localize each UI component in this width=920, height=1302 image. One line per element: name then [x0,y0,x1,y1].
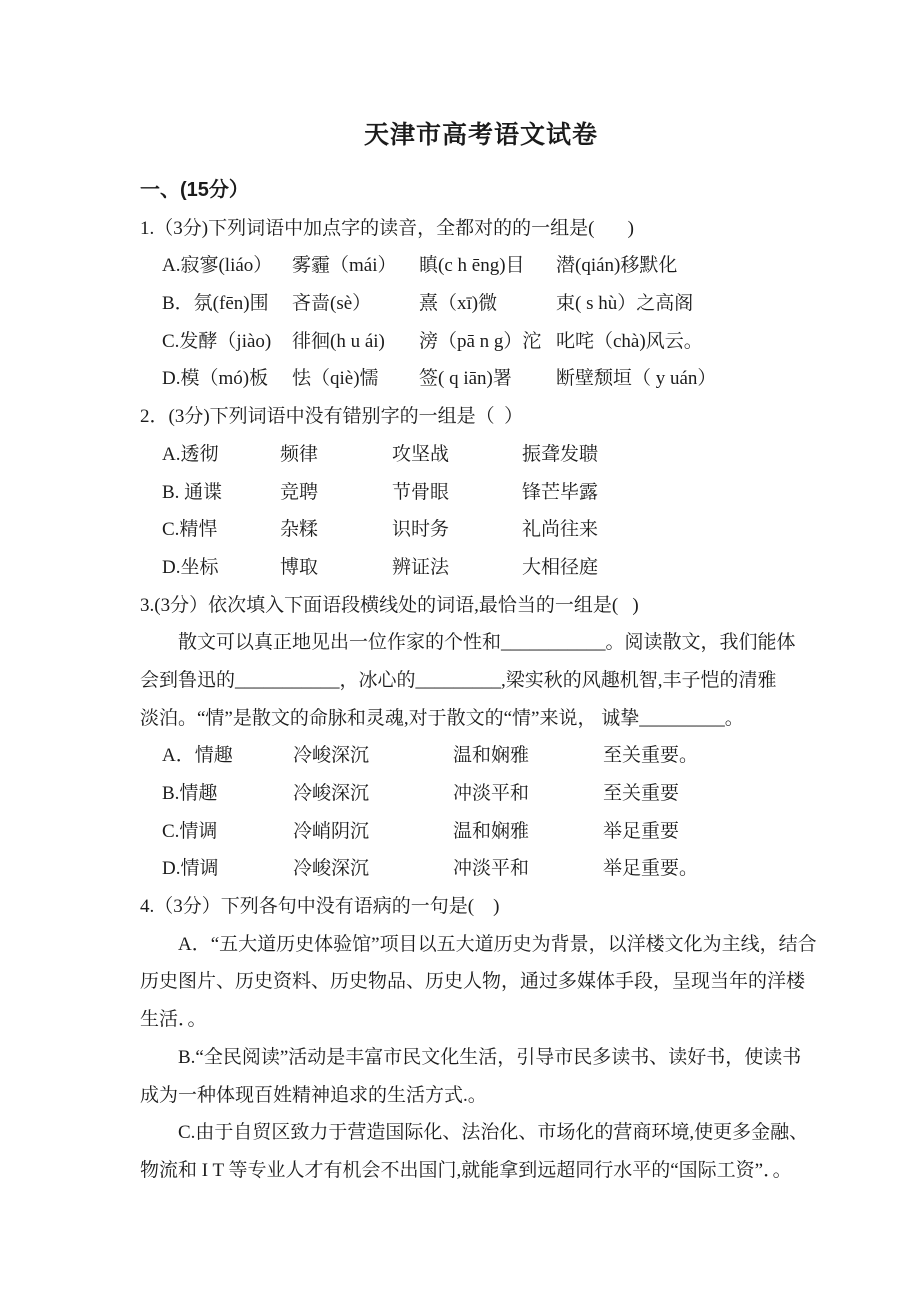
q2-option-d-word-1: D.坐标 [162,556,219,578]
q3-option-b-word-1: B.情趣 [162,783,218,804]
q3-option-a-word-1: A．情趣 [162,745,233,767]
q2-option-a-word-3: 攻坚战 [392,443,450,465]
q1-option-c [140,323,900,361]
q2-option-b [140,474,900,512]
q3-option-b-word-3: 冲淡平和 [453,783,530,804]
q1-option-a-word-2: 雾霾（mái） [292,255,397,277]
q2-option-d-word-4: 大相径庭 [522,556,599,578]
q4-option-c-line-2: 物流和 I T 等专业人才有机会不出国门,就能拿到远超同行水平的“国际工资”．。 [140,1159,792,1181]
q1-option-a-word-4: 潜(qián)移默化 [556,255,678,277]
q1-option-b-word-2: 吝啬(sè） [292,293,372,315]
q1-option-c-word-3: 滂（pā n g）沱 [419,330,542,352]
q2-option-d-word-2: 博取 [280,556,319,578]
q4-option-c-line-1: C.由于自贸区致力于营造国际化、法治化、市场化的营商环境,使更多金融、 [178,1122,809,1144]
q1-option-d-word-4: 断壁颓垣（ y uán） [556,368,717,390]
q2-option-b-word-3: 节骨眼 [392,481,450,503]
q3-option-d [140,850,900,888]
q4-option-a-line-2: 历史图片、历史资料、历史物品、历史人物，通过多媒体手段，呈现当年的洋楼 [140,971,806,993]
q1-option-d [140,360,900,398]
q3-option-c-word-4: 举足重要 [603,820,680,842]
q1-stem: 1.（3分)下列词语中加点字的读音，全都对的的一组是( ) [140,217,634,239]
q2-option-a-word-1: A.透彻 [162,443,219,465]
q3-option-d-word-2: 冷峻深沉 [293,858,370,880]
q4-option-a-line-3: 生活．。 [140,1009,207,1031]
q3-option-d-word-3: 冲淡平和 [453,858,530,880]
q1-option-a-word-1: A.寂寥(liáo） [162,255,273,277]
q3-passage-line-1: 散文可以真正地见出一位作家的个性和___________。阅读散文，我们能体 [178,632,796,654]
q4-stem: 4.（3分）下列各句中没有语病的一句是( ) [140,896,500,918]
q1-option-d-word-1: D.模（mó)板 [162,368,269,390]
q3-passage-line-2: 会到鲁迅的___________，冰心的_________,梁实秋的风趣机智,丰子恺的清雅 [140,669,777,691]
q2-option-b-word-2: 竞聘 [280,481,319,503]
q3-option-a-word-3: 温和娴雅 [453,745,530,767]
q3-option-d-word-1: D.情调 [162,858,219,880]
q1-option-a-word-3: 瞋(c h ēng)目 [419,255,525,277]
q1-option-a [140,247,900,285]
q3-passage-line-3: 淡泊。“情”是散文的命脉和灵魂,对于散文的“情”来说， 诚挚_________。 [140,707,744,729]
q3-option-c-word-3: 温和娴雅 [453,820,530,842]
q2-option-a-word-4: 振聋发聩 [522,443,599,465]
q2-option-d [140,549,900,587]
q3-option-b-word-2: 冷峻深沉 [293,783,370,804]
q3-option-c-word-1: C.情调 [162,820,218,842]
q4-option-a-line-1: A．“五大道历史体验馆”项目以五大道历史为背景，以洋楼文化为主线，结合 [178,933,817,955]
q4-option-b-line-1: B.“全民阅读”活动是丰富市民文化生活，引导市民多读书、读好书，使读书 [178,1046,802,1068]
q1-option-c-word-2: 徘徊(h u ái) [292,330,385,352]
q2-stem: 2．(3分)下列词语中没有错别字的一组是（ ） [140,406,524,428]
q1-option-d-word-2: 怯（qiè)懦 [292,368,379,390]
q2-option-b-word-4: 锋芒毕露 [522,481,599,503]
q1-option-c-word-4: 叱咤（chà)风云。 [556,330,703,352]
q3-option-b-word-4: 至关重要 [603,783,680,804]
q3-option-d-word-4: 举足重要。 [603,858,699,880]
q2-option-c-word-2: 杂糅 [280,519,319,541]
page-title: 天津市高考语文试卷 [363,121,598,149]
q2-option-c-word-3: 识时务 [392,519,450,541]
q3-stem: 3.(3分）依次填入下面语段横线处的词语,最恰当的一组是( ) [140,594,639,616]
q1-option-b-word-4: 束( s hù）之高阁 [556,293,694,315]
q3-option-a [140,737,900,775]
section-heading: 一、(15分） [140,179,249,201]
q4-option-b-line-2: 成为一种体现百姓精神追求的生活方式.。 [140,1084,487,1106]
q3-option-c-word-2: 冷峭阴沉 [293,820,370,842]
q2-option-c-word-4: 礼尚往来 [522,519,599,541]
q2-option-c [140,511,900,549]
q2-option-a [140,436,900,474]
q3-option-a-word-2: 冷峻深沉 [293,745,370,767]
q2-option-b-word-1: B. 通谍 [162,481,223,503]
q2-option-d-word-3: 辨证法 [392,556,450,578]
q2-option-c-word-1: C.精悍 [162,519,218,541]
q3-option-a-word-4: 至关重要。 [603,745,699,767]
q1-option-b-word-1: B．氛(fēn)围 [162,293,269,315]
q3-option-b [140,775,900,813]
q1-option-b-word-3: 熹（xī)微 [419,293,498,315]
q1-option-d-word-3: 签( q iān)署 [419,368,512,390]
q3-option-c [140,813,900,851]
q1-option-c-word-1: C.发酵（jiào) [162,330,272,352]
q1-option-b [140,285,900,323]
q2-option-a-word-2: 频律 [280,443,319,465]
